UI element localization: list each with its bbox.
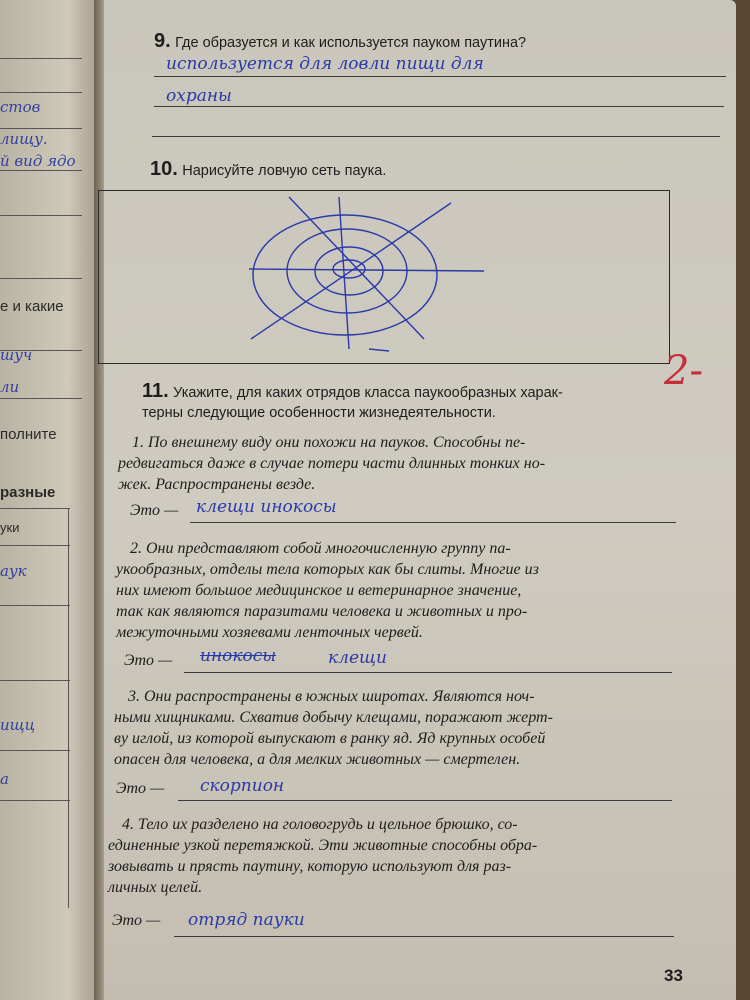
text-line: укообразных, отделы тела которых как бы слиты. Многие из: [116, 561, 539, 578]
left-handwriting: аук: [0, 562, 27, 580]
answer-label: Это —: [112, 912, 161, 929]
text-line: 2. Они представляют собой многочисленную группу па-: [130, 540, 511, 557]
text-line: единенные узкой перетяжкой. Эти животные способны обра-: [108, 837, 538, 854]
left-handwriting: й вид ядо: [0, 152, 76, 170]
left-text-fragment: е и какие: [0, 298, 64, 315]
rule-line: [0, 58, 82, 59]
question-text: Укажите, для каких отрядов класса паукообразных харак-: [173, 385, 563, 401]
answer-label: Это —: [116, 780, 165, 797]
question-10: [150, 158, 386, 181]
teacher-grade: 2-: [664, 348, 703, 394]
text-line: редвигаться даже в случае потери части длинных тонких но-: [118, 455, 546, 472]
page-number: 33: [664, 966, 683, 985]
rule-line: [0, 170, 82, 171]
item-2-text: [116, 538, 716, 643]
text-line: зовывать и прясть паутину, которую используют для раз-: [108, 858, 512, 875]
table-line: [0, 750, 70, 751]
rule-line: [0, 128, 82, 129]
left-handwriting: ли: [0, 378, 20, 396]
table-line: [0, 800, 70, 801]
text-line: 3. Они распространены в южных широтах. Являются ноч-: [128, 688, 535, 705]
answer-line: [152, 136, 720, 137]
left-text-fragment: разные: [0, 484, 56, 501]
handwritten-answer: охраны: [166, 86, 232, 106]
rule-line: [0, 92, 82, 93]
answer-line: [178, 800, 672, 801]
text-line: так как являются паразитами человека и животных и про-: [116, 603, 528, 620]
question-text: Нарисуйте ловчую сеть паука.: [182, 163, 387, 179]
answer-label: Это —: [130, 502, 179, 519]
text-line: ву иглой, из которой выпускают в ранку яд. Яд крупных особей: [114, 730, 546, 747]
handwritten-answer: отряд пауки: [188, 910, 305, 930]
item-1-text: [118, 432, 718, 495]
left-handwriting: а: [0, 770, 9, 788]
text-line: ными хищниками. Схватив добычу клещами, поражают жерт-: [114, 709, 553, 726]
answer-label: Это —: [124, 652, 173, 669]
text-line: 4. Тело их разделено на головогрудь и цельное брюшко, со-: [122, 816, 518, 833]
left-handwriting: шуч: [0, 346, 33, 364]
table-line: [0, 508, 70, 509]
left-handwriting: ищц: [0, 716, 36, 734]
left-page-fragment: [0, 0, 96, 1000]
question-11: [142, 380, 722, 421]
item-3-text: [114, 686, 714, 770]
text-line: опасен для человека, а для мелких животных — смертелен.: [114, 751, 521, 768]
answer-line: [174, 936, 674, 937]
rule-line: [0, 215, 82, 216]
handwritten-answer: скорпион: [200, 776, 285, 796]
text-line: 1. По внешнему виду они похожи на пауков. Способны пе-: [132, 434, 526, 451]
answer-line: [154, 76, 726, 77]
question-number: 10.: [150, 158, 178, 180]
table-line: [0, 680, 70, 681]
left-text-fragment: полните: [0, 426, 57, 443]
text-line: личных целей.: [108, 879, 203, 896]
handwritten-answer: клещи инокосы: [196, 497, 337, 517]
item-4-text: [108, 814, 708, 898]
handwritten-answer: клещи: [328, 648, 388, 668]
left-handwriting: стов: [0, 98, 41, 116]
question-number: 9.: [154, 30, 171, 52]
workbook-page: [104, 0, 736, 1000]
answer-line: [190, 522, 676, 523]
text-line: межуточными хозяевами ленточных червей.: [116, 624, 423, 641]
left-handwriting: лищу.: [0, 130, 48, 148]
rule-line: [0, 278, 82, 279]
question-text: терны следующие особенности жизнедеятельности.: [142, 405, 496, 421]
drawing-box: [98, 190, 670, 364]
text-line: жек. Распространены везде.: [118, 476, 316, 493]
table-line: [0, 605, 70, 606]
left-table-header: уки: [0, 520, 20, 535]
question-text: Где образуется и как используется пауком паутина?: [175, 35, 527, 51]
table-border: [68, 508, 69, 908]
question-number: 11.: [142, 380, 169, 402]
table-line: [0, 545, 70, 546]
question-9: [154, 30, 526, 53]
text-line: них имеют большое медицинское и ветеринарное значение,: [116, 582, 522, 599]
answer-line: [184, 672, 672, 673]
handwritten-answer: используется для ловли пищи для: [166, 54, 484, 74]
spider-web-drawing: [99, 191, 669, 363]
rule-line: [0, 398, 82, 399]
crossed-out-answer: инокосы: [200, 646, 277, 666]
answer-line: [154, 106, 724, 107]
